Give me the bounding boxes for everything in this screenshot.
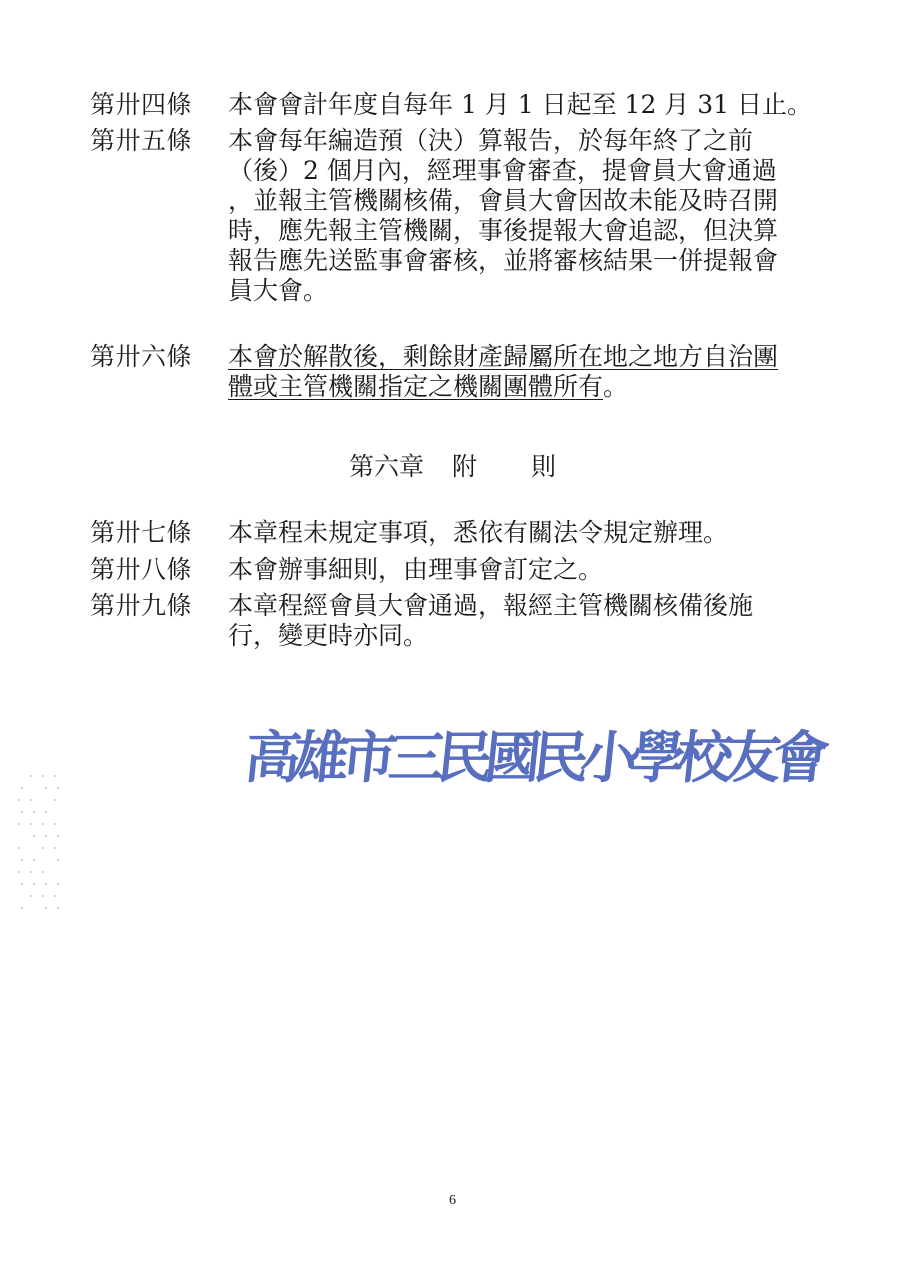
scan-artifact-dots (18, 775, 68, 925)
article-line: 本會會計年度自每年 1 月 1 日起至 12 月 31 日止。 (228, 90, 813, 119)
scan-dot (18, 871, 20, 873)
article-line: （後）2 個月內，經理事會審查，提會員大會通過 (228, 156, 777, 185)
article-body (228, 342, 832, 402)
article-body (228, 518, 832, 548)
article-number: 第卅九條 (90, 591, 193, 620)
scan-dot (54, 799, 56, 801)
article-line: 時，應先報主管機關，事後提報大會追認，但決算 (228, 216, 779, 245)
scan-dot (18, 799, 20, 801)
organization-seal: 高雄市三民國民小學校友會 (241, 725, 825, 791)
underlined-text: 體或主管機關指定之機關團體所有 (228, 372, 604, 401)
chapter-prefix: 第六章 (348, 452, 424, 481)
article-line: 員大會。 (228, 276, 329, 305)
article-body (228, 90, 832, 120)
scan-dot (33, 883, 35, 885)
scan-dot (33, 835, 35, 837)
scan-dot (57, 835, 59, 837)
punctuation: 。 (603, 372, 629, 401)
article-body (228, 591, 832, 651)
scan-dot (45, 907, 47, 909)
scan-dot (30, 895, 32, 897)
scan-dot (42, 895, 44, 897)
page-number: 6 (449, 1193, 456, 1208)
scan-dot (30, 799, 32, 801)
scan-dot (57, 787, 59, 789)
article-number: 第卅八條 (90, 555, 193, 584)
article-line: 本會辦事細則，由理事會訂定之。 (228, 555, 604, 584)
scan-dot (33, 859, 35, 861)
article-line (228, 342, 832, 372)
scan-dot (45, 835, 47, 837)
article-line: 本會每年編造預（決）算報告，於每年終了之前 (228, 126, 754, 155)
scan-dot (18, 847, 20, 849)
article-body (228, 126, 832, 306)
scan-dot (42, 871, 44, 873)
scan-dot (21, 907, 23, 909)
article-line: 本章程未規定事項，悉依有關法令規定辦理。 (228, 518, 729, 547)
scan-dot (54, 823, 56, 825)
scan-dot (18, 823, 20, 825)
article-number: 第卅五條 (90, 126, 193, 155)
article-line: 行，變更時亦同。 (228, 621, 429, 650)
article-body (228, 555, 832, 585)
scan-dot (33, 811, 35, 813)
scan-dot (45, 811, 47, 813)
scan-dot (54, 775, 56, 777)
scan-dot (42, 823, 44, 825)
chapter-heading (0, 452, 905, 482)
scan-dot (30, 775, 32, 777)
scan-dot (54, 895, 56, 897)
scan-dot (57, 859, 59, 861)
scan-dot (21, 787, 23, 789)
scan-dot (30, 871, 32, 873)
scan-dot (45, 787, 47, 789)
article-number: 第卅七條 (90, 518, 193, 547)
scan-dot (54, 847, 56, 849)
chapter-title-first: 附 (451, 452, 477, 481)
article-number: 第卅四條 (90, 90, 193, 119)
article-line (228, 372, 832, 402)
scan-dot (30, 823, 32, 825)
scan-dot (42, 847, 44, 849)
scan-dot (21, 859, 23, 861)
scan-dot (21, 883, 23, 885)
article-line: ，並報主管機關核備，會員大會因故未能及時召開 (228, 186, 779, 215)
article-line: 報告應先送監事會審核，並將審核結果一併提報會 (228, 246, 779, 275)
scan-dot (57, 907, 59, 909)
scan-dot (42, 775, 44, 777)
scan-dot (45, 883, 47, 885)
scan-dot (57, 883, 59, 885)
article-line: 本章程經會員大會通過，報經主管機關核備後施 (228, 591, 754, 620)
article-number: 第卅六條 (90, 342, 193, 371)
underlined-text: 本會於解散後，剩餘財產歸屬所在地之地方自治團 (228, 342, 779, 371)
chapter-title-second: 則 (531, 452, 557, 481)
scan-dot (21, 811, 23, 813)
